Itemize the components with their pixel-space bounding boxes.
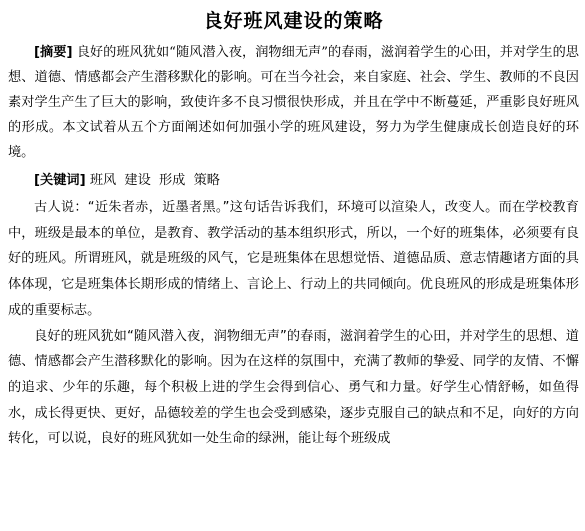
body-paragraph: 古人说：“近朱者赤，近墨者黑。”这句话告诉我们，环境可以渲染人，改变人。而在学校教育中，班级是最本的单位，是教育、教学活动的基本组织形式，所以，一个好的班集体，必须要有良好的班风。所谓班风，就是班级的风气，它是班集体在思想觉悟、道德品质、意志情趣诸方面的具体体现，它是班集体长期形成的情绪上、言论上、行动上的共同倾向。优良班风的形成是班集体形成的重要标志。 (8, 200, 579, 318)
keyword: 策略 (193, 173, 220, 188)
abstract-paragraph (8, 40, 579, 165)
keyword: 班风 (89, 173, 117, 188)
document-title: 良好班风建设的策略 (203, 10, 384, 32)
keywords-line (8, 167, 579, 195)
keywords-label: [关键词] (34, 173, 86, 188)
abstract-label: [摘要] (34, 45, 73, 60)
keyword: 形成 (158, 173, 186, 188)
abstract-text: 良好的班风犹如“随风潜入夜，润物细无声”的春雨，滋润着学生的心田，并对学生的思想、道德、情感都会产生潜移默化的影响。可在当今社会，来自家庭、社会、学生、教师的不良因素对学生产生了巨大的影响，致使许多不良习惯很快形成，并且在学中不断蔓延，严重影良好班风的形成。本文试着从五个方面阐述如何加强小学的班风建设，努力为学生健康成长创造良好的环境。 (8, 45, 579, 160)
body-paragraph: 良好的班风犹如“随风潜入夜，润物细无声”的春雨，滋润着学生的心田，并对学生的思想、道德、情感都会产生潜移默化的影响。因为在这样的氛围中，充满了教师的挚爱、同学的友情、不懈的追求、少年的乐趣，每个积极上进的学生会得到信心、勇气和力量。好学生心情舒畅，如鱼得水，成长得更快、更好，品德较差的学生也会受到感染，逐步克服自己的缺点和不足，向好的方向转化，可以说，良好的班风犹如一处生命的绿洲，能让每个班级成 (8, 328, 579, 447)
keyword: 建设 (124, 173, 151, 188)
